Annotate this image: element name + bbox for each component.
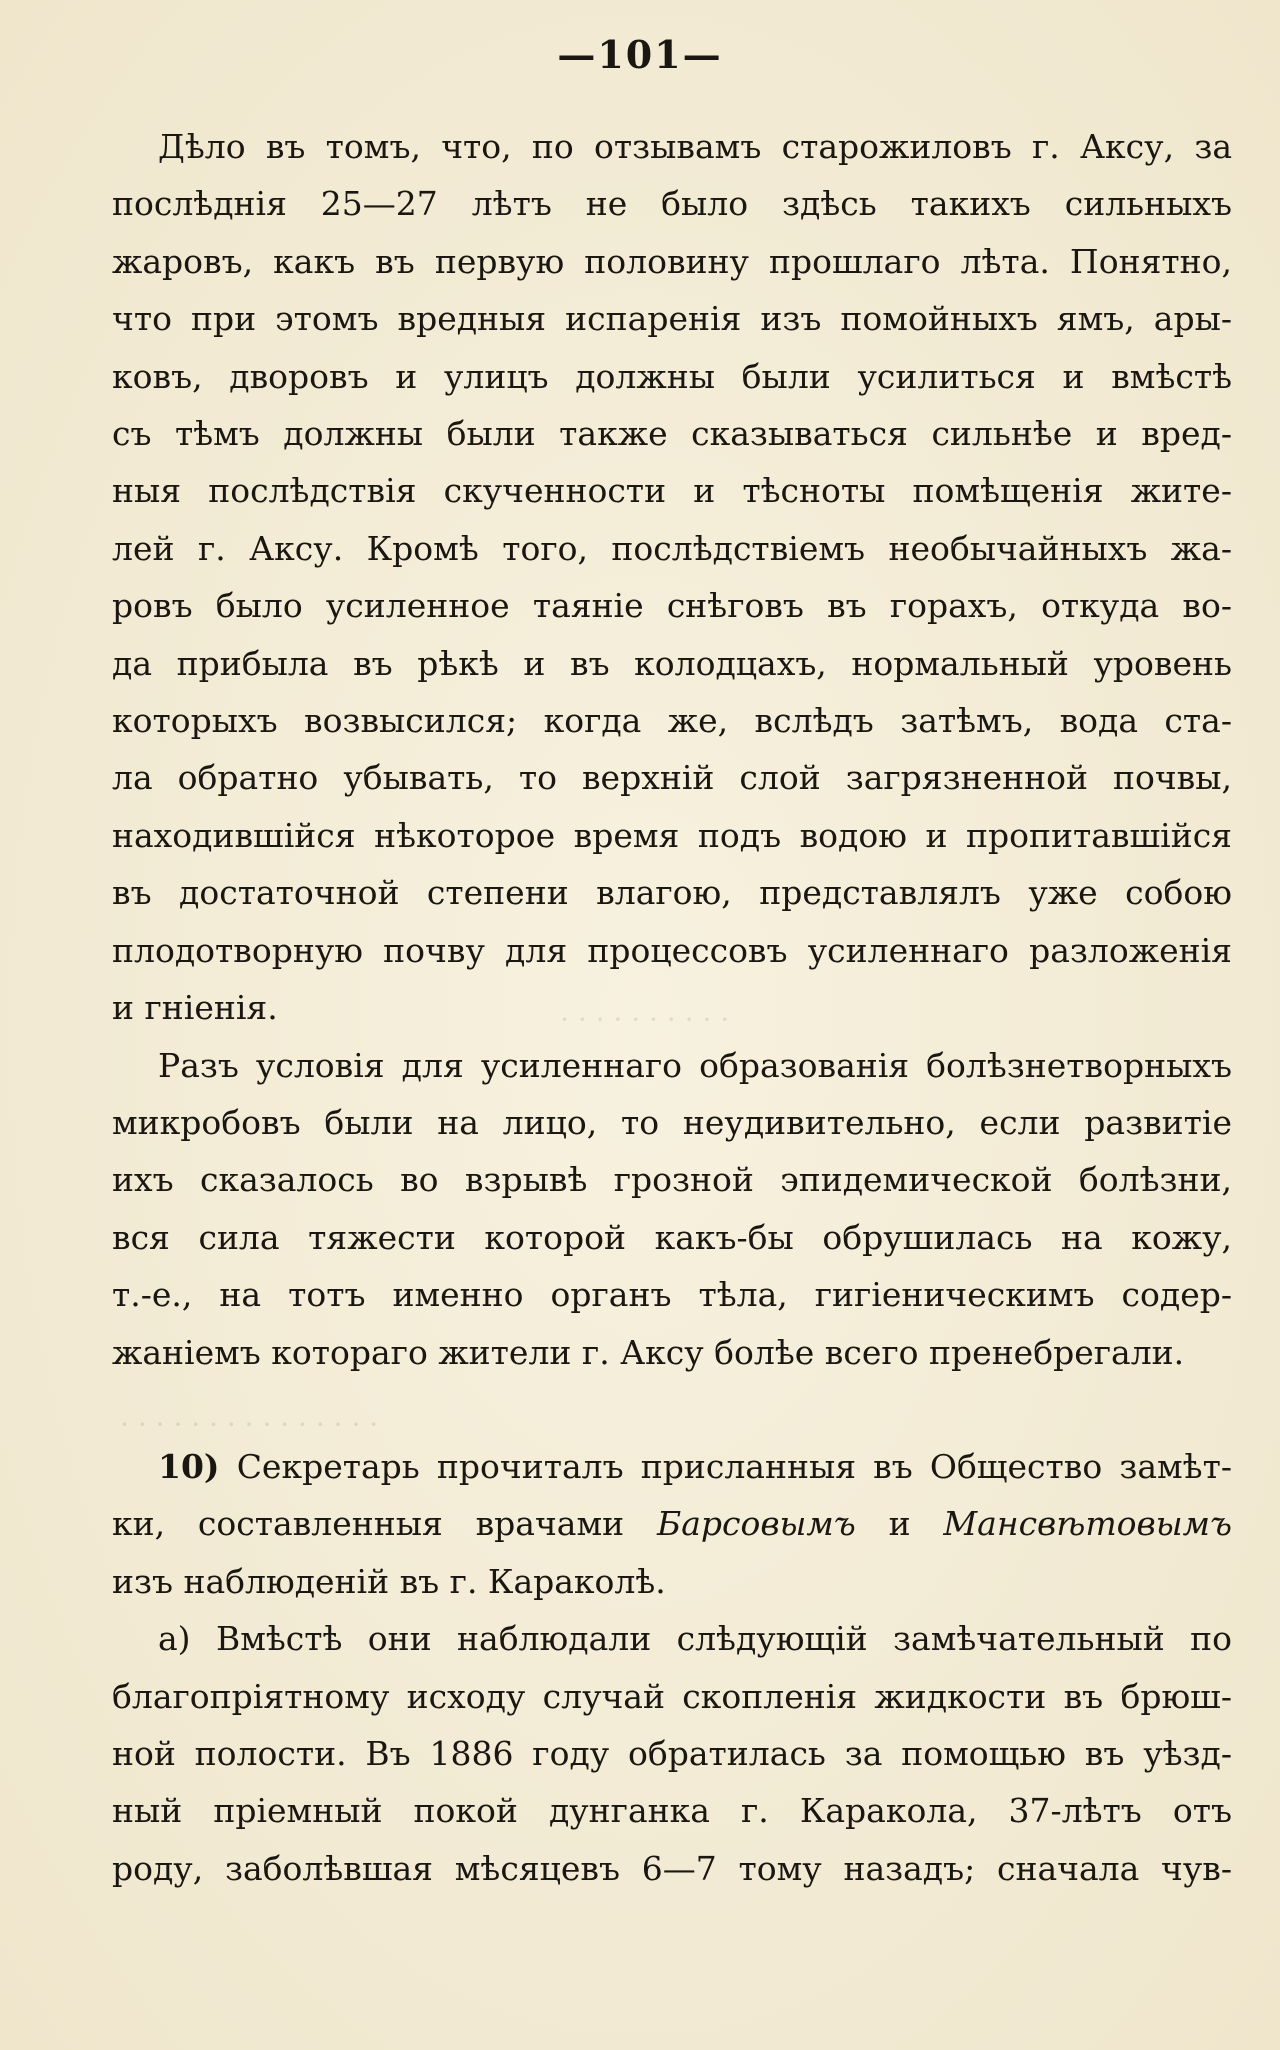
text-line: находившійся нѣкоторое время подъ водою и пропитавшійся bbox=[112, 815, 1232, 855]
text-line bbox=[112, 1495, 1232, 1552]
text-line: которыхъ возвысился; когда же, вслѣдъ затѣмъ, вода ста- bbox=[112, 701, 1232, 741]
text-line: плодотворную почву для процессовъ усиленнаго разложенія bbox=[112, 930, 1232, 970]
text-line: съ тѣмъ должны были также сказываться сильнѣе и вред- bbox=[112, 414, 1232, 454]
text-line: лей г. Аксу. Кромѣ того, послѣдствіемъ необычайныхъ жа- bbox=[112, 528, 1232, 568]
text-fragment: Секретарь прочиталъ присланныя въ Общество замѣт- bbox=[236, 1446, 1232, 1486]
text-line: благопріятному исходу случай скопленія жидкости въ брюш- bbox=[112, 1676, 1232, 1716]
text-line: ковъ, дворовъ и улицъ должны были усилиться и вмѣстѣ bbox=[112, 356, 1232, 396]
text-line: Дѣло въ томъ, что, по отзывамъ старожиловъ г. Аксу, за bbox=[158, 127, 1232, 166]
bleed-through-shadow: · · · · · · · · · · bbox=[560, 1003, 730, 1036]
section-gap bbox=[112, 1381, 1232, 1438]
text-line: ныя послѣдствія скученности и тѣсноты помѣщенія жите- bbox=[112, 471, 1232, 511]
author-name: Мансвѣтовымъ bbox=[943, 1504, 1232, 1544]
text-line: ный пріемный покой дунганка г. Каракола, 37-лѣтъ отъ bbox=[112, 1791, 1232, 1831]
text-line: ной полости. Въ 1886 году обратилась за помощью въ уѣзд- bbox=[112, 1733, 1232, 1773]
paragraph-2 bbox=[112, 1037, 1232, 1381]
text-line bbox=[112, 1438, 1232, 1495]
text-line: изъ наблюденій въ г. Караколѣ. bbox=[112, 1561, 666, 1601]
body-text bbox=[112, 118, 1232, 1897]
text-line: ровъ было усиленное таяніе снѣговъ въ горахъ, откуда во- bbox=[112, 586, 1232, 626]
text-line: микробовъ были на лицо, то неудивительно, если развитіе bbox=[112, 1102, 1232, 1142]
paragraph-3 bbox=[112, 1438, 1232, 1610]
text-line: послѣднія 25—27 лѣтъ не было здѣсь такихъ сильныхъ bbox=[112, 184, 1232, 224]
text-fragment: ки, составленныя врачами bbox=[112, 1504, 625, 1544]
text-line: ла обратно убывать, то верхній слой загрязненной почвы, bbox=[112, 758, 1232, 798]
page-number: —101— bbox=[557, 32, 723, 77]
text-line: жаровъ, какъ въ первую половину прошлаго лѣта. Понятно, bbox=[112, 241, 1232, 281]
text-line: а) Вмѣстѣ они наблюдали слѣдующій замѣчательный по bbox=[158, 1619, 1232, 1659]
text-fragment: и bbox=[888, 1504, 911, 1544]
text-line: ихъ сказалось во взрывѣ грозной эпидемической болѣзни, bbox=[112, 1160, 1232, 1200]
text-line: жаніемъ котораго жители г. Аксу болѣе всего пренебрегали. bbox=[112, 1332, 1185, 1372]
paragraph-1 bbox=[112, 118, 1232, 1037]
text-line: роду, заболѣвшая мѣсяцевъ 6—7 тому назадъ; сначала чув- bbox=[112, 1848, 1232, 1888]
bleed-through-shadow: · · · · · · · · · · · · · · · bbox=[120, 1408, 379, 1441]
paragraph-4 bbox=[112, 1610, 1232, 1897]
text-line: что при этомъ вредныя испаренія изъ помойныхъ ямъ, ары- bbox=[112, 299, 1232, 339]
item-number: 10) bbox=[158, 1446, 220, 1486]
text-line: Разъ условія для усиленнаго образованія болѣзнетворныхъ bbox=[158, 1045, 1232, 1085]
text-line: вся сила тяжести которой какъ-бы обрушилась на кожу, bbox=[112, 1217, 1232, 1257]
author-name: Барсовымъ bbox=[656, 1504, 856, 1544]
text-line: и гніенія. bbox=[112, 988, 278, 1028]
text-line: въ достаточной степени влагою, представлялъ уже собою bbox=[112, 873, 1232, 913]
text-line: да прибыла въ рѣкѣ и въ колодцахъ, нормальный уровень bbox=[112, 643, 1232, 683]
text-line: т.-е., на тотъ именно органъ тѣла, гигіеническимъ содер- bbox=[112, 1275, 1232, 1315]
